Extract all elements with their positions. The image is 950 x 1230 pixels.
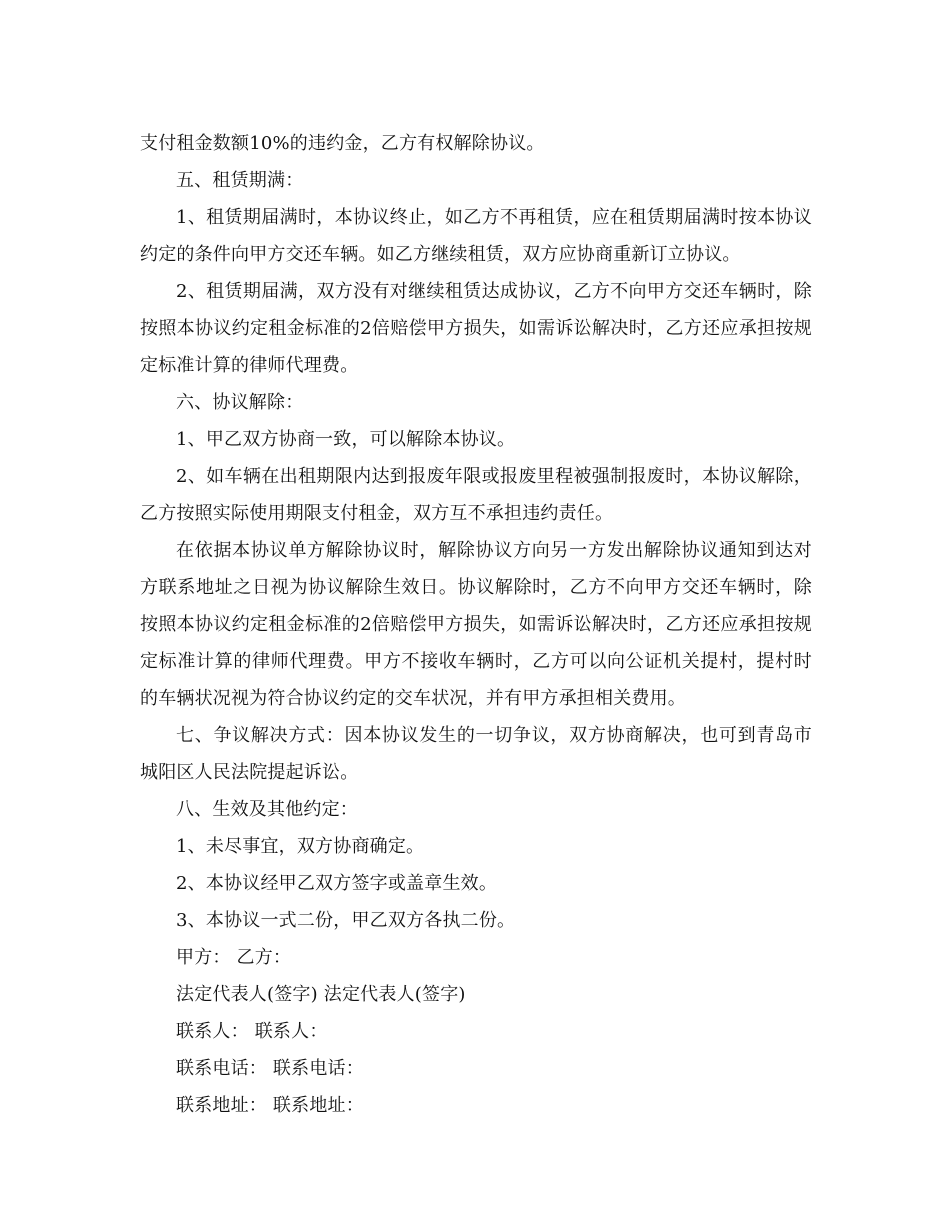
paragraph-termination-clause-2: 2、如车辆在出租期限内达到报废年限或报废里程被强制报废时，本协议解除，乙方按照实际使用期限支付租金，双方互不承担违约责任。 (140, 466, 812, 524)
paragraph-unilateral-termination: 在依据本协议单方解除协议时，解除协议方向另一方发出解除协议通知到达对方联系地址之日视为协议解除生效日。协议解除时，乙方不向甲方交还车辆时，除按照本协议约定租金标准的2倍赔偿甲方损失，如需诉讼解决时，乙方还应承担按规定标准计算的律师代理费。甲方不接收车辆时，乙方可以向公证机关提村，提村时的车辆状况视为符合协议约定的交车状况，并有甲方承担相关费用。 (140, 540, 812, 709)
paragraph-penalty-continuation: 支付租金数额10%的违约金，乙方有权解除协议。 (140, 133, 545, 154)
paragraph-effectiveness-clause-1: 1、未尽事宜，双方协商确定。 (176, 836, 425, 857)
signature-parties: 甲方： 乙方： (176, 947, 292, 968)
section-dispute-resolution: 七、争议解决方式：因本协议发生的一切争议，双方协商解决，也可到青岛市城阳区人民法院提起诉讼。 (140, 725, 812, 783)
document-body (140, 125, 812, 1124)
signature-addresses: 联系地址： 联系地址： (176, 1095, 364, 1116)
signature-contacts: 联系人： 联系人： (176, 1021, 328, 1042)
signature-legal-representatives: 法定代表人(签字) 法定代表人(签字) (176, 984, 466, 1005)
section-heading-effectiveness: 八、生效及其他约定： (176, 799, 358, 820)
signature-phones: 联系电话： 联系电话： (176, 1058, 364, 1079)
paragraph-expiry-clause-1: 1、租赁期届满时，本协议终止，如乙方不再租赁，应在租赁期届满时按本协议约定的条件向甲方交还车辆。如乙方继续租赁，双方应协商重新订立协议。 (140, 207, 812, 265)
paragraph-effectiveness-clause-2: 2、本协议经甲乙双方签字或盖章生效。 (176, 873, 498, 894)
paragraph-effectiveness-clause-3: 3、本协议一式二份，甲乙双方各执二份。 (176, 910, 516, 931)
section-heading-lease-expiry: 五、租赁期满： (176, 170, 304, 191)
paragraph-expiry-clause-2: 2、租赁期届满，双方没有对继续租赁达成协议，乙方不向甲方交还车辆时，除按照本协议约定租金标准的2倍赔偿甲方损失，如需诉讼解决时，乙方还应承担按规定标准计算的律师代理费。 (140, 281, 812, 376)
section-heading-termination: 六、协议解除： (176, 392, 304, 413)
paragraph-termination-clause-1: 1、甲乙双方协商一致，可以解除本协议。 (176, 429, 516, 450)
